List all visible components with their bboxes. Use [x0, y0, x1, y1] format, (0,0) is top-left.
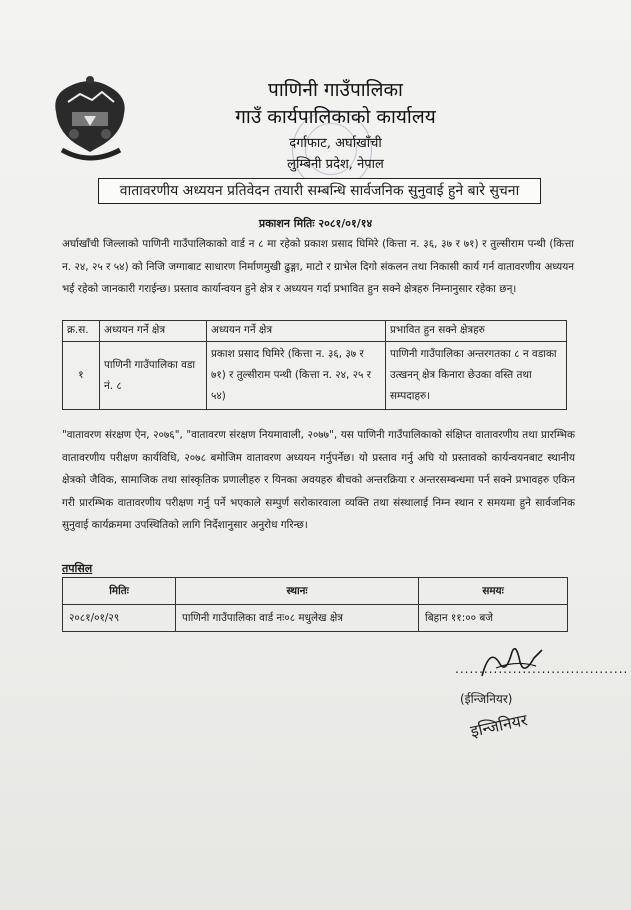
table-header-cell: क्र.स.: [63, 321, 100, 342]
signatory-role: (ईन्जिनियर): [460, 692, 513, 706]
table-cell-sn: १: [63, 342, 100, 410]
notice-title: वातावरणीय अध्ययन प्रतिवेदन तयारी सम्बन्धि सार्वजनिक सुनुवाई हुने बारे सुचना: [98, 178, 541, 204]
table-cell-study: प्रकाश प्रसाद घिमिरे (कित्ता न. ३६, ३७ र ७१) र तुल्सीराम पन्थी (कित्ता न. २४, २५ र ५४): [207, 342, 386, 410]
table-header-cell: मितिः: [63, 578, 176, 605]
schedule-table: [62, 577, 568, 632]
handwritten-title: इन्जिनियर: [468, 710, 529, 741]
table-header-cell: अध्ययन गर्ने क्षेत्र: [207, 321, 386, 342]
request-paragraph: "वातावरण संरक्षण ऐन, २०७६", "वातावरण संरक्षण नियमावाली, २०७७", यस पाणिनी गाउँपालिकाको संक्षिप्त वातावरणीय तथा प्रारम्भिक वातावरणीय परीक्षण कार्यविधि, २०७८ बमोजिम वातावरण अध्ययन गर्नुपर्नेछ। यो प्रस्ताव गर्नु अघि यो प्रस्तावको कार्यन्वयनबाट स्थानीय क्षेत्रको जैविक, सामाजिक तथा सांस्कृतिक प्रणालीहरु र यिनका अवयहरु बीचको अन्तरक्रिया र अन्तरसम्बन्धमा पर्न सक्ने प्रभावहरु एकिन गरी प्रारम्भिक वातावरणीय परीक्षण गर्नु पर्ने भएकाले सम्पुर्ण सरोकारवाला व्यक्ति तथा संस्थालाई निम्न स्थान र समयमा हुने सार्वजनिक सुनुवाई कार्यक्रममा उपस्थितिको लागि निर्देशानुसार अनुरोध गरिन्छ।: [62, 429, 575, 531]
table-header-cell: स्थानः: [176, 578, 419, 605]
schedule-place: पाणिनी गाउँपालिका वार्ड नः०८ मधुलेख क्षेत्र: [176, 605, 419, 632]
schedule-date: २०८१/०१/२९: [63, 605, 176, 632]
signature-line: ....................................: [455, 662, 629, 676]
office-province: लुम्बिनी प्रदेश, नेपाल: [287, 157, 384, 172]
table-header-row: [63, 578, 568, 605]
schedule-time: बिहान ११:०० बजे: [419, 605, 568, 632]
table-cell-area: पाणिनी गाउँपालिका वडा नं. ८: [100, 342, 207, 410]
office-subtitle: गाउँ कार्यपालिकाको कार्यालय: [235, 106, 436, 128]
table-header-cell: समयः: [419, 578, 568, 605]
office-name: पाणिनी गाउँपालिका: [268, 79, 403, 101]
office-address: दर्गाफाट, अर्घाखाँची: [289, 136, 382, 151]
table-header-cell: अध्ययन गर्ने क्षेत्र: [100, 321, 207, 342]
table-header-cell: प्रभावित हुन सक्ने क्षेत्रहरु: [386, 321, 567, 342]
schedule-heading: तपसिल: [62, 562, 93, 575]
table-header-row: [63, 321, 567, 342]
publication-date: प्रकाशन मितिः २०८१/०१/१४: [258, 217, 373, 230]
intro-paragraph: अर्घाखाँची जिल्लाको पाणिनी गाउँपालिकाको वार्ड न ८ मा रहेको प्रकाश प्रसाद घिमिरे (कित्ता न. ३६, ३७ र ७१) र तुल्सीराम पन्थी (कित्ता न. २४, २५ र ५४) को निजि जग्गाबाट साधारण निर्माणमुखी ढुङ्गा, माटो र ग्राभेल दिगो संकलन तथा निकासी कार्य गर्न वातावरणीय अध्ययन भई रहेको जानकारी गराईन्छ। प्रस्ताव कार्यान्वयन हुने क्षेत्र र अध्ययन गर्दा प्रभावित हुन सक्ने क्षेत्रहरु निम्नानुसार रहेका छन्।: [62, 238, 574, 295]
table-row: [63, 342, 567, 410]
table-cell-affected: पाणिनी गाउँपालिका अन्तरगतका ८ न वडाका उत्खनन् क्षेत्र किनारा छेउका वस्ति तथा सम्पदाहरु।: [386, 342, 567, 410]
table-row: [63, 605, 568, 632]
study-area-table: [62, 320, 567, 410]
